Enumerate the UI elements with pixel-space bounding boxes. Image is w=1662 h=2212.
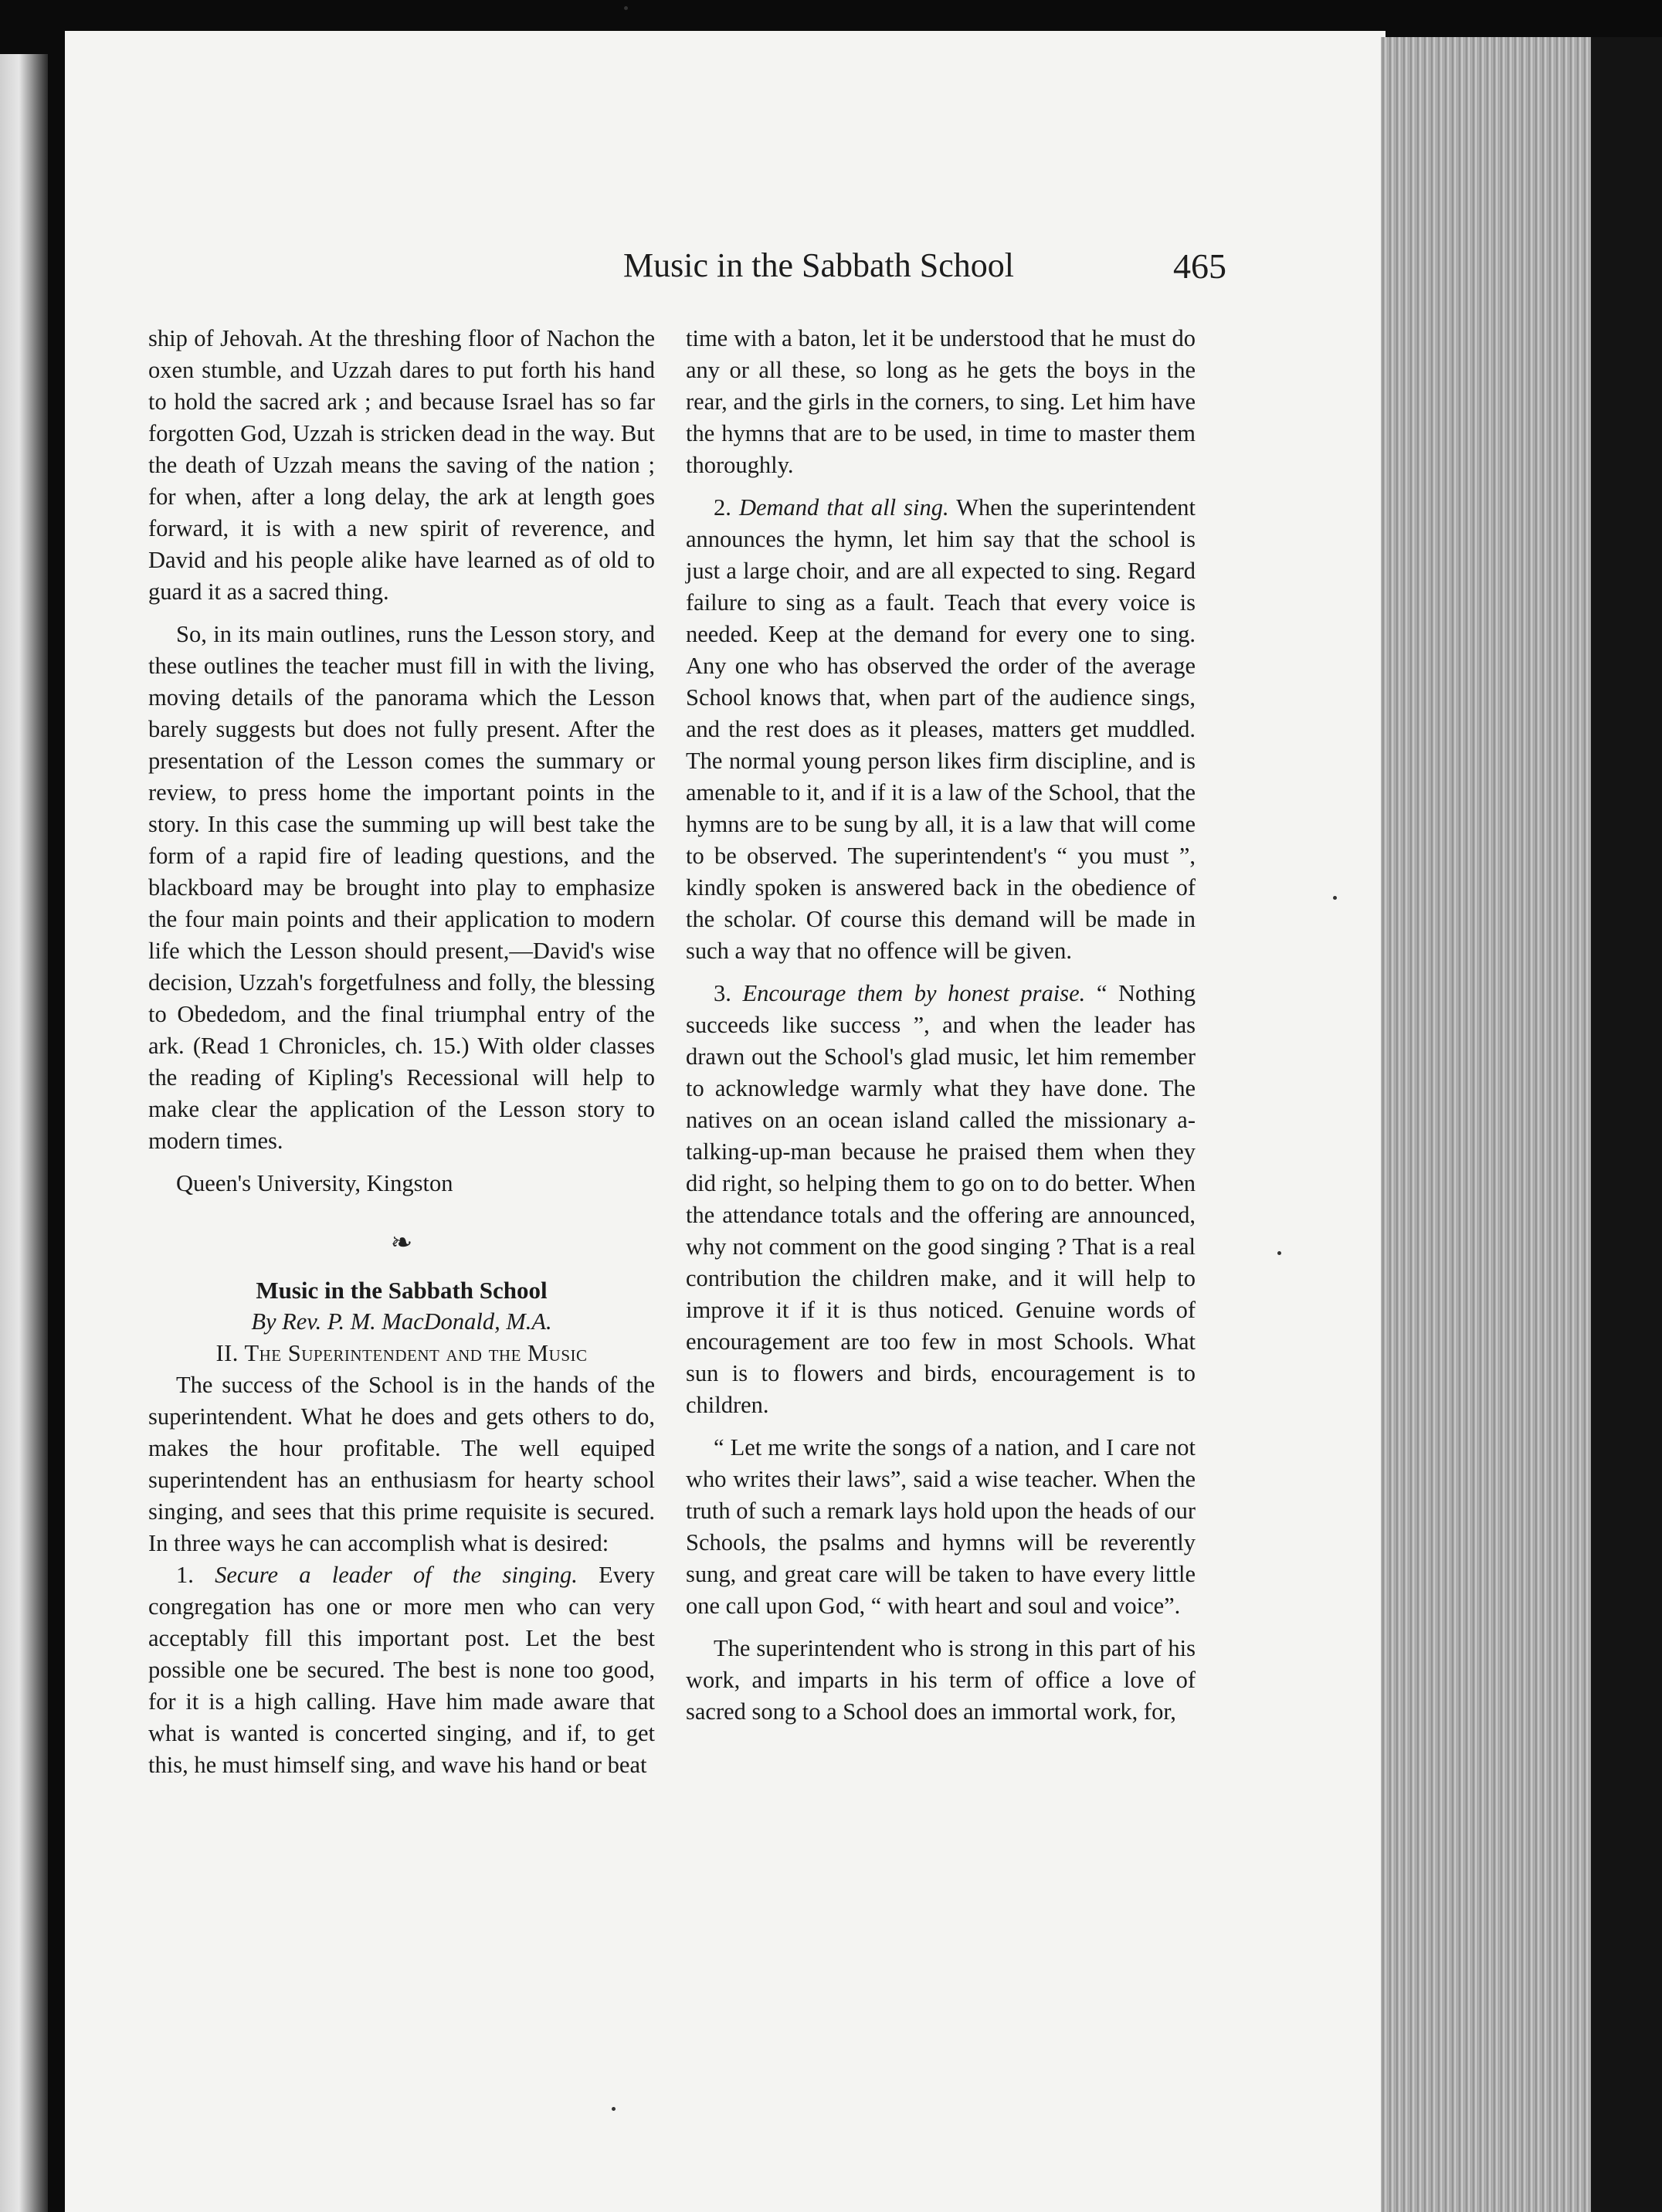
left-column [148,323,655,1781]
point-heading: Encourage them by honest praise. [742,980,1086,1006]
paragraph: ship of Jehovah. At the threshing floor of Nachon the oxen stumble, and Uzzah dares to put forth his hand to hold the sacred ark ; and because Israel has so far forgotten God, Uzzah is stricken dead in the way. But the death of Uzzah means the saving of the nation ; for when, after a long delay, the ark at length goes forward, it is with a new spirit of reverence, and David and his people alike have learned as of old to guard it as a sacred thing. [148,325,655,605]
scan-speck [612,2107,616,2111]
paragraph-text: Every congregation has one or more men who can very acceptably fill this important post. Let the best possible one be secured. The best is none too good, for it is a high calling. Have him made aware that what is wanted is concerted singing, and if, to get this, he must himself sing, and wave his hand or beat [148,1562,655,1778]
paragraph: So, in its main outlines, runs the Lesson story, and these outlines the teacher must fill in with the living, moving details of the panorama which the Lesson barely suggests but does not fully present. After the presentation of the Lesson comes the summary or review, to press home the important points in the story. In this case the summing up will best take the form of a rapid fire of leading questions, and the blackboard may be brought into play to emphasize the four main points and their application to modern life which the Lesson should present,—David's wise decision, Uzzah's forgetfulness and folly, the blessing to Obededom, and the final triumphal entry of the ark. (Read 1 Chronicles, ch. 15.) With older classes the reading of Kipling's Recessional will help to make clear the application of the Lesson story to modern times. [148,621,655,1154]
scan-speck [624,6,628,10]
list-number: 3. [714,980,743,1006]
paragraph [686,978,1196,1421]
point-heading: Demand that all sing. [738,494,949,521]
right-column [686,323,1196,1728]
paragraph-text: “ Nothing succeeds like success ”, and when the leader has drawn out the School's glad music, let him remember to acknowledge warmly what they have done. The natives on an ocean island called the missionary a-talking-up-man because he praised them when they did right, so helping them to go on to do better. When the attendance totals and the offering are announced, why not comment on the good singing ? That is a real contribution the children make, and it will help to improve it if it is thus noticed. Genuine words of encouragement are too few in most Schools. What sun is to flowers and birds, encouragement is to children. [686,980,1196,1418]
paragraph: time with a baton, let it be understood that he must do any or all these, so long as he gets the boys in the rear, and the girls in the corners, to sing. Let him have the hymns that are to be used, in time to master them thoroughly. [686,325,1196,478]
article-title: Music in the Sabbath School [256,1277,548,1304]
running-header-title: Music in the Sabbath School [623,246,1014,284]
scan-speck [1333,896,1337,900]
adjacent-page-edge [0,54,48,2212]
paragraph [686,492,1196,967]
point-heading: Secure a leader of the singing. [215,1562,578,1588]
binding-shadow [1591,37,1662,2212]
page-number: 465 [1173,246,1226,286]
paragraph [148,1559,655,1781]
ornament-icon: ❧ [390,1229,413,1257]
byline: By Rev. P. M. MacDonald, M.A. [251,1308,552,1335]
list-number: 1. [176,1562,215,1588]
page-stack-edge [1381,37,1613,2212]
paragraph: “ Let me write the songs of a nation, and I care not who writes their laws”, said a wise teacher. When the truth of such a remark lays hold upon the heads of our Schools, the psalms and hymns will be reverently sung, and great care will be taken to have every little one call upon God, “ with heart and soul and voice”. [686,1434,1196,1619]
author-affiliation: Queen's University, Kingston [176,1170,453,1196]
paragraph: The superintendent who is strong in this part of his work, and imparts in his term of office a love of sacred song to a School does an immortal work, for, [686,1635,1196,1725]
scan-speck [1277,1251,1281,1255]
section-heading: II. The Superintendent and the Music [215,1340,588,1366]
paragraph-text: When the superintendent announces the hymn, let him say that the school is just a large choir, and are all expected to sing. Regard failure to sing as a fault. Teach that every voice is needed. Keep at the demand for every one to sing. Any one who has observed the order of the average School knows that, when part of the audience sings, and the rest does as it pleases, matters get muddled. The normal young person likes firm discipline, and is amenable to it, and if it is a law of the School, that the hymns are to be sung by all, it is a law that will come to be observed. The superintendent's “ you must ”, kindly spoken is answered back in the obedience of the scholar. Of course this demand will be made in such a way that no offence will be given. [686,494,1196,964]
paragraph: The success of the School is in the hands of the superintendent. What he does and gets others to do, makes the hour profitable. The well equiped superintendent has an enthusiasm for hearty school singing, and sees that this prime requisite is secured. In three ways he can accomplish what is desired: [148,1372,655,1556]
list-number: 2. [714,494,739,521]
